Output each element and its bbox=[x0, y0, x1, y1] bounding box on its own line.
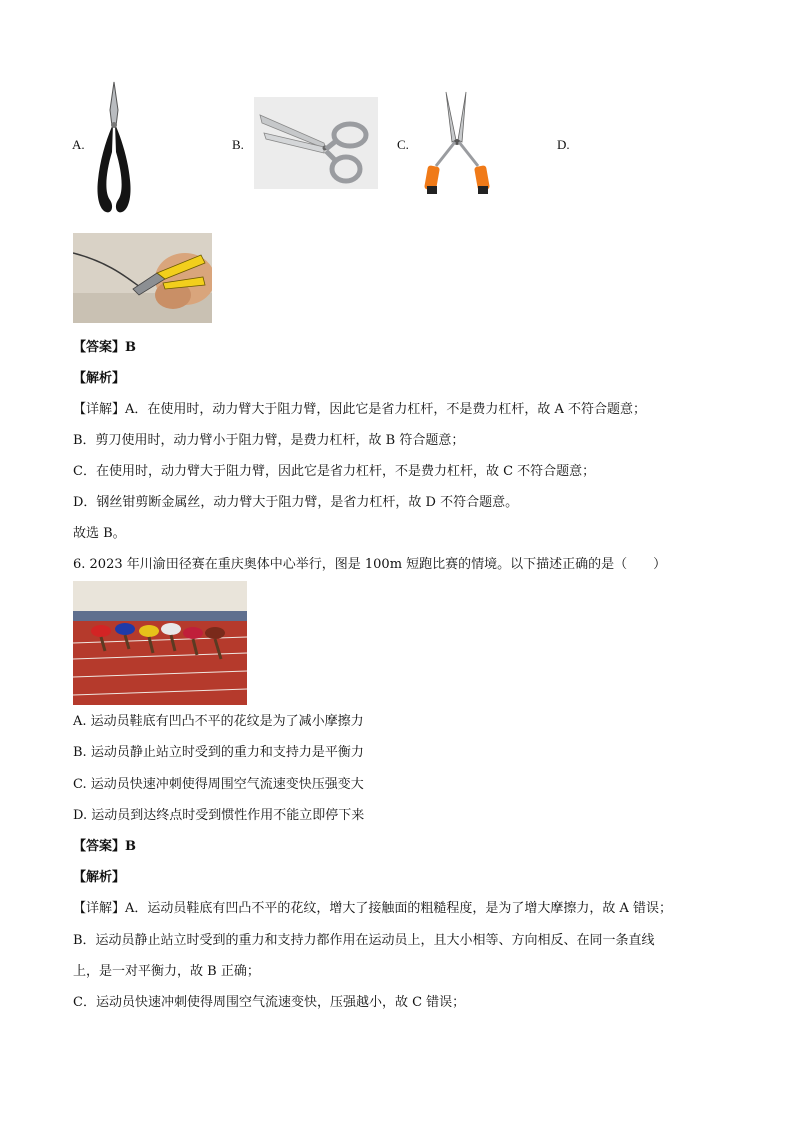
option-d-label: D. bbox=[557, 137, 570, 152]
q5-answer: 【答案】B bbox=[73, 340, 136, 355]
q6-detail-a: 【详解】A．运动员鞋底有凹凸不平的花纹，增大了接触面的粗糙程度，是为了增大摩擦力，故 A 错误； bbox=[73, 901, 673, 916]
hedge-shears-icon bbox=[422, 90, 492, 196]
q5-detail-c: C．在使用时，动力臂大于阻力臂，因此它是省力杠杆，不是费力杠杆，故 C 不符合题意； bbox=[73, 464, 596, 479]
q6-option-b: B. 运动员静止站立时受到的重力和支持力是平衡力 bbox=[73, 745, 364, 760]
scissors-icon bbox=[254, 97, 378, 189]
wire-pliers-icon bbox=[73, 233, 212, 323]
q6-analysis-title: 【解析】 bbox=[73, 870, 126, 885]
option-b-label: B. bbox=[232, 137, 244, 152]
option-a-label: A. bbox=[72, 137, 85, 152]
q6-option-d: D. 运动员到达终点时受到惯性作用不能立即停下来 bbox=[73, 808, 365, 823]
q6-option-c: C. 运动员快速冲刺使得周围空气流速变快压强变大 bbox=[73, 777, 364, 792]
q6-answer: 【答案】B bbox=[73, 839, 136, 854]
q5-conclusion: 故选 B。 bbox=[73, 526, 126, 541]
sprint-race-photo bbox=[73, 581, 247, 705]
q5-detail-b: B．剪刀使用时，动力臂小于阻力臂，是费力杠杆，故 B 符合题意； bbox=[73, 433, 465, 448]
tin-snips-icon bbox=[92, 80, 136, 216]
q6-option-a: A. 运动员鞋底有凹凸不平的花纹是为了减小摩擦力 bbox=[73, 714, 364, 729]
q5-detail-d: D．钢丝钳剪断金属丝，动力臂大于阻力臂，是省力杠杆，故 D 不符合题意。 bbox=[73, 495, 519, 510]
q5-detail-a: 【详解】A．在使用时，动力臂大于阻力臂，因此它是省力杠杆，不是费力杠杆，故 A 不符合题意； bbox=[73, 402, 647, 417]
q6-detail-b: B．运动员静止站立时受到的重力和支持力都作用在运动员上，且大小相等、方向相反、在同一条直线 bbox=[73, 933, 655, 948]
option-c-label: C. bbox=[397, 137, 409, 152]
q6-detail-b-cont: 上，是一对平衡力，故 B 正确； bbox=[73, 964, 260, 979]
q6-detail-c: C．运动员快速冲刺使得周围空气流速变快，压强越小，故 C 错误； bbox=[73, 995, 466, 1010]
q5-analysis-title: 【解析】 bbox=[73, 371, 126, 386]
q6-question: 6. 2023 年川渝田径赛在重庆奥体中心举行，图是 100m 短跑比赛的情境。以下描述正确的是（ ） bbox=[73, 557, 667, 572]
